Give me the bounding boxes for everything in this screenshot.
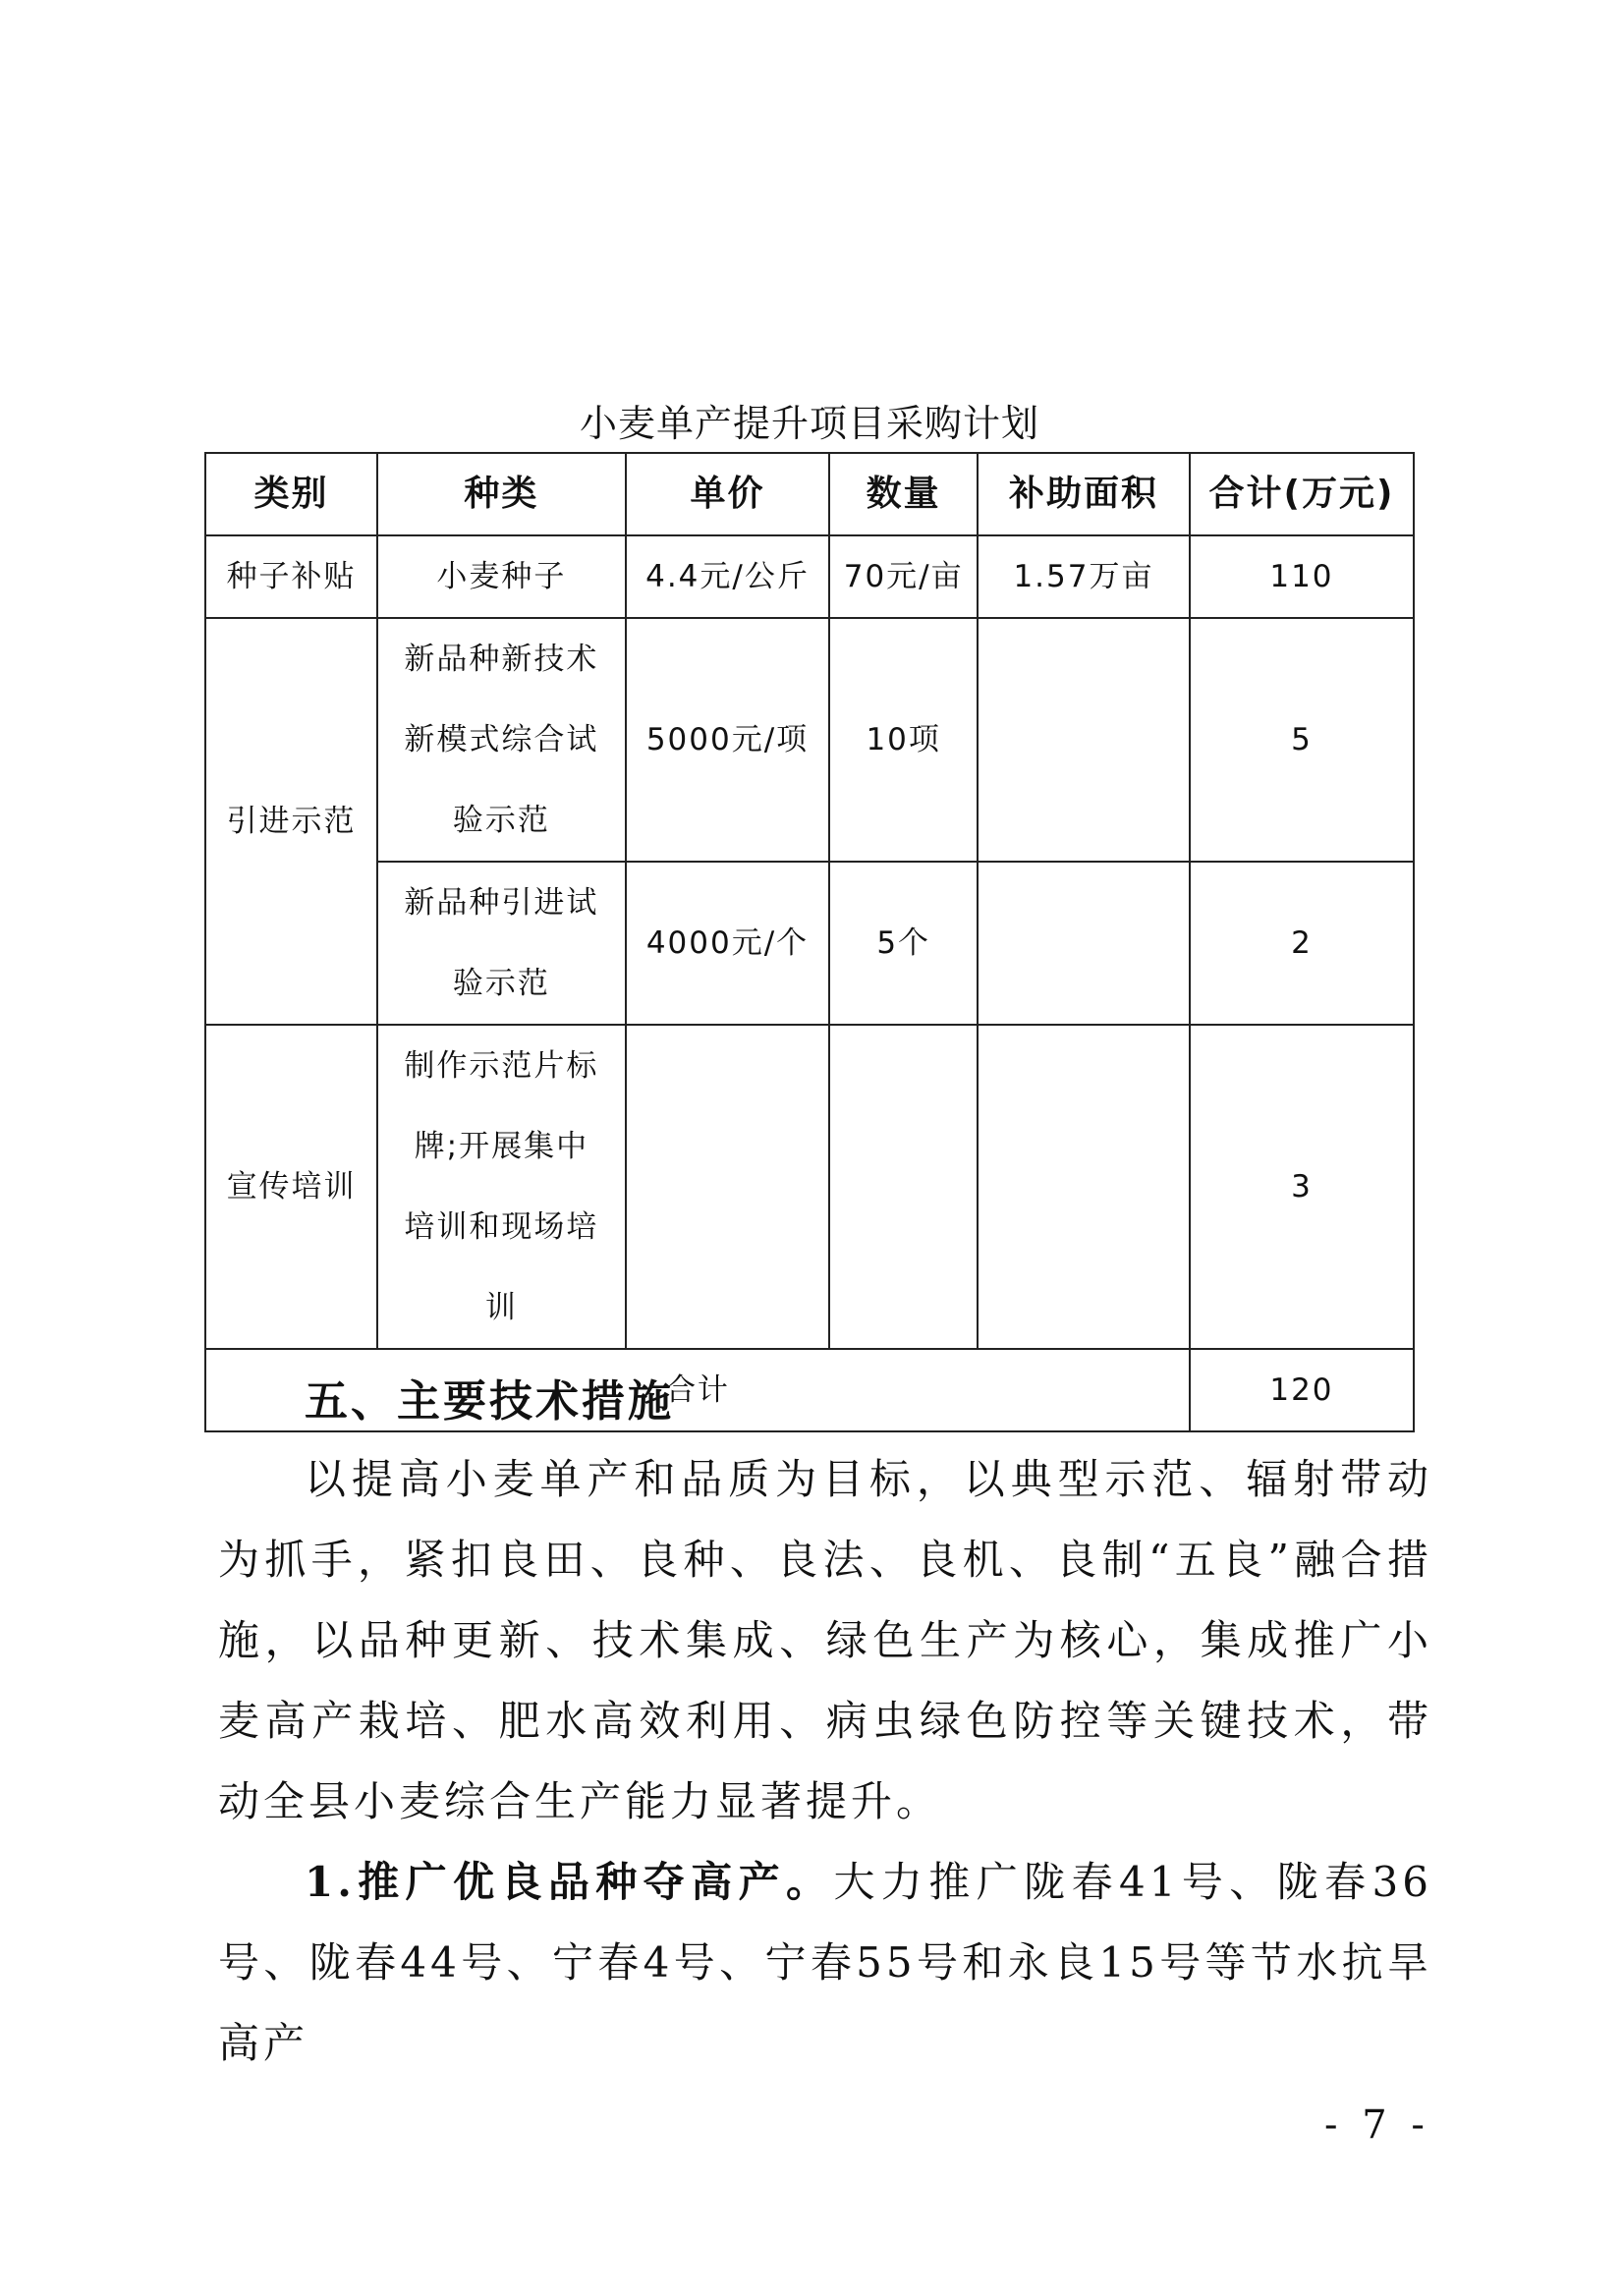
quantity-cell: 5个 (829, 862, 978, 1025)
quantity-cell (829, 1025, 978, 1349)
header-cell: 补助面积 (978, 453, 1190, 535)
kind-text: 新品种引进试验示范 (404, 885, 599, 1001)
paragraph-body: 大力推广陇春41号、陇春36号、陇春44号、宁春4号、宁春55号和永良15号等节水抗旱高产 (218, 1858, 1432, 2067)
header-cell: 合计(万元) (1190, 453, 1414, 535)
table-row (205, 862, 1414, 1025)
sum-total-cell: 120 (1190, 1349, 1414, 1431)
section-heading: 五、主要技术措施 (305, 1376, 674, 1427)
area-cell (978, 862, 1190, 1025)
table-row (205, 535, 1414, 618)
price-cell (626, 1025, 830, 1349)
kind-cell: 小麦种子 (377, 535, 626, 618)
area-cell (978, 618, 1190, 862)
header-cell: 类别 (205, 453, 377, 535)
procurement-table (204, 452, 1415, 1432)
kind-text: 制作示范片标牌;开展集中培训和现场培训 (404, 1048, 599, 1325)
page-number: - 7 - (1324, 2102, 1430, 2148)
header-cell: 种类 (377, 453, 626, 535)
area-cell (978, 1025, 1190, 1349)
sum-label-cell: 合计 (205, 1349, 1190, 1431)
kind-cell (377, 618, 626, 862)
total-cell: 2 (1190, 862, 1414, 1025)
table-row (205, 618, 1414, 862)
total-cell: 5 (1190, 618, 1414, 862)
header-cell: 数量 (829, 453, 978, 535)
category-cell: 引进示范 (205, 618, 377, 1025)
price-cell: 4.4元/公斤 (626, 535, 830, 618)
paragraph-lead: 1.推广优良品种夺高产。 (305, 1858, 834, 1906)
category-cell: 种子补贴 (205, 535, 377, 618)
quantity-cell: 10项 (829, 618, 978, 862)
header-cell: 单价 (626, 453, 830, 535)
area-cell: 1.57万亩 (978, 535, 1190, 618)
kind-text: 新品种新技术新模式综合试验示范 (404, 642, 599, 838)
table-title: 小麦单产提升项目采购计划 (579, 402, 1039, 445)
kind-cell (377, 1025, 626, 1349)
price-cell: 5000元/项 (626, 618, 830, 862)
quantity-cell: 70元/亩 (829, 535, 978, 618)
table-header-row (205, 453, 1414, 535)
price-cell: 4000元/个 (626, 862, 830, 1025)
total-cell: 3 (1190, 1025, 1414, 1349)
body-paragraph (218, 1842, 1432, 2084)
kind-cell (377, 862, 626, 1025)
body-paragraph: 以提高小麦单产和品质为目标，以典型示范、辐射带动为抓手，紧扣良田、良种、良法、良机、良制“五良”融合措施，以品种更新、技术集成、绿色生产为核心，集成推广小麦高产栽培、肥水高效利用、病虫绿色防控等关键技术，带动全县小麦综合生产能力显著提升。 (218, 1455, 1432, 1825)
total-cell: 110 (1190, 535, 1414, 618)
category-cell: 宣传培训 (205, 1025, 377, 1349)
table-row (205, 1025, 1414, 1349)
